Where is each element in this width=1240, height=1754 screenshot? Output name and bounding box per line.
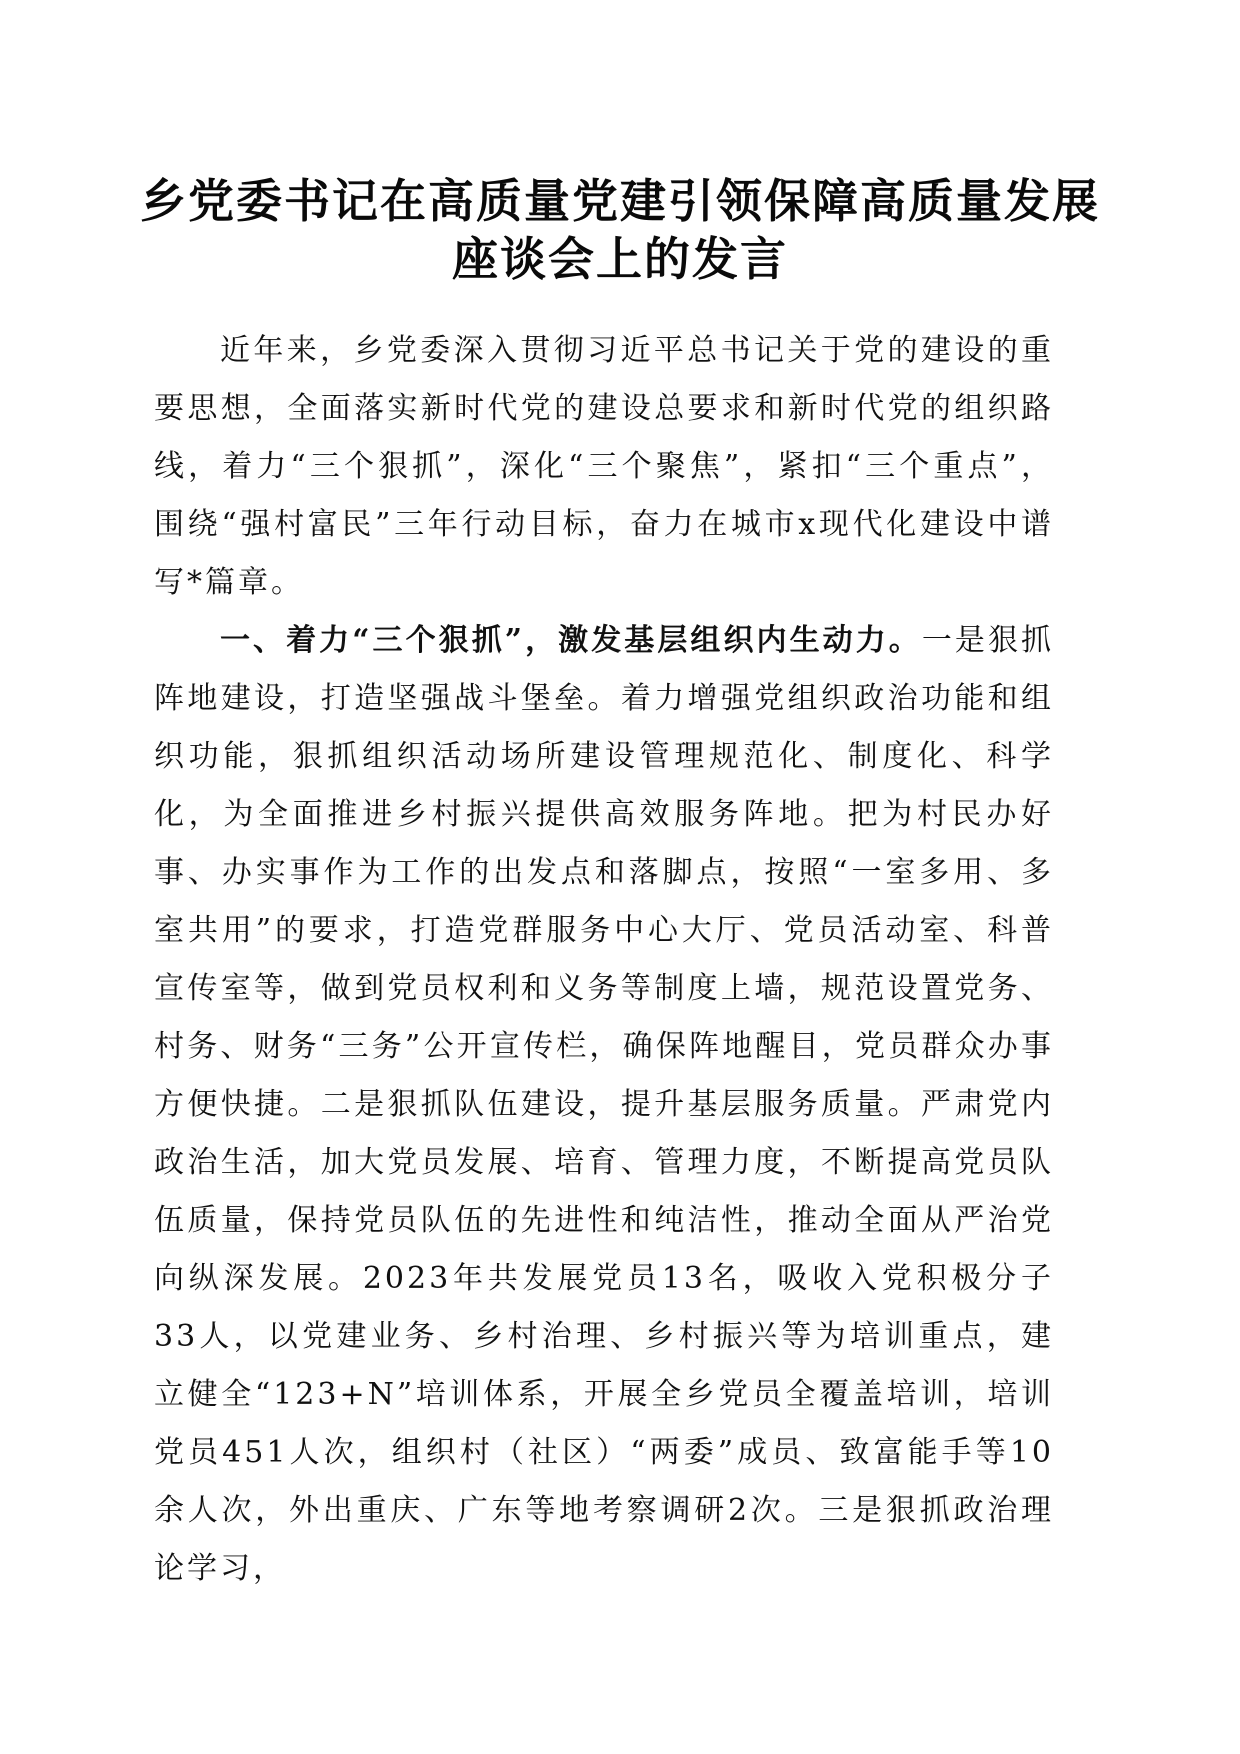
title-line-2: 座谈会上的发言 [452, 232, 788, 286]
document-body [154, 322, 1054, 1598]
title-line-1: 乡党委书记在高质量党建引领保障高质量发展 [140, 174, 1100, 228]
intro-paragraph: 近年来，乡党委深入贯彻习近平总书记关于党的建设的重要思想，全面落实新时代党的建设总要求和新时代党的组织路线，着力“三个狠抓”，深化“三个聚焦”，紧扣“三个重点”，围绕“强村富民”三年行动目标，奋力在城市x现代化建设中谱写*篇章。 [154, 333, 1054, 600]
section-1-paragraph [154, 612, 1054, 1598]
document-title [140, 172, 1100, 288]
section-1-body: 一是狠抓阵地建设，打造坚强战斗堡垒。着力增强党组织政治功能和组织功能，狠抓组织活动场所建设管理规范化、制度化、科学化，为全面推进乡村振兴提供高效服务阵地。把为村民办好事、办实事作为工作的出发点和落脚点，按照“一室多用、多室共用”的要求，打造党群服务中心大厅、党员活动室、科普宣传室等，做到党员权利和义务等制度上墙，规范设置党务、村务、财务“三务”公开宣传栏，确保阵地醒目，党员群众办事方便快捷。二是狠抓队伍建设，提升基层服务质量。严肃党内政治生活，加大党员发展、培育、管理力度，不断提高党员队伍质量，保持党员队伍的先进性和纯洁性，推动全面从严治党向纵深发展。2023年共发展党员13名，吸收入党积极分子33人，以党建业务、乡村治理、乡村振兴等为培训重点，建立健全“123+N”培训体系，开展全乡党员全覆盖培训，培训党员451人次，组织村（社区）“两委”成员、致富能手等10余人次，外出重庆、广东等地考察调研2次。三是狠抓政治理论学习， [154, 623, 1055, 1586]
section-1-heading: 一、着力“三个狠抓”，激发基层组织内生动力。 [220, 623, 922, 658]
